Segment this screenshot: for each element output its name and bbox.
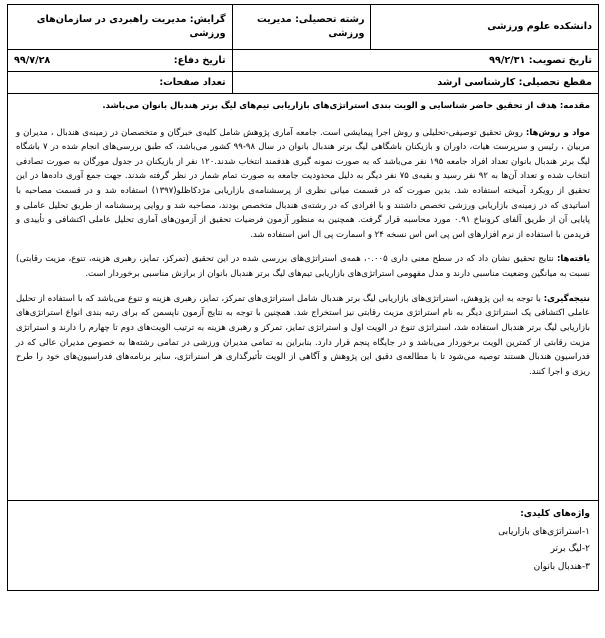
thesis-info-table	[7, 4, 599, 94]
methods-paragraph	[16, 126, 590, 243]
approval-date-cell: تاریخ تصویب: ۹۹/۲/۳۱	[232, 50, 598, 72]
abstract-body	[7, 94, 599, 501]
defense-date-value: ۹۹/۷/۲۸	[14, 54, 51, 66]
keyword-item: ۳-هندبال بانوان	[533, 561, 590, 572]
intro-paragraph	[16, 99, 590, 114]
methods-text: روش تحقیق توصیفی-تحلیلی و روش اجرا پیمایشی است. جامعه آماری پژوهش شامل کلیه‌ی خبرگان و متخصصان در زمینه‌ی هندبال ، مدیران و مربیان ، رئیس و سرپرست هیات، داوران و بازیکنان باشگاهی لیگ برتر هندبال بانوان در سال ۹۸-۹۹ کشور می‌باشد، که طبق بررسی‌های انجام شده در ۷ باشگاه لیگ برتر هندبال بانوان تعداد افراد جامعه ۱۹۵ نفر می‌باشد که به صورت نمونه گیری هدفمند انتخاب شدند.۱۲۰ نفر از بازیکنان در جدول مورگان به صورت تصادفی انتخاب شده و تعداد آن‌ها به ۹۲ نفر رسید و بقیه‌ی ۷۵ نفر دیگر به دلیل محدودیت جامعه به صورت تمام شمار در نظر گرفته شدند. جهت جمع آوری داده‌ها در این تحقیق از رویکرد آمیخته استفاده شد. بدین صورت که در قسمت میانی نظری از پرسشنامه‌ی بازاریابی مژدکاظلو(۱۳۹۷) استفاده شد و در قسمت مصاحبه با اساتیدی که در زمینه‌ی بازاریابی ورزشی تخصص داشتند و با افرادی که در رشته‌ی هندبال متخصص بودند، مصاحبه شد و روایی پرسشنامه از طریق تحلیل عاملی و پایایی آن از طریق آلفای کرونباخ ۰.۹۱ مورد محاسبه قرار گرفت. همچنین به منظور آزمون فرضیات تحقیق از آزمون‌های آماری تحلیل عاملی اکتشافی و تأییدی و فریدمن با استفاده از نرم افزارهای اس پی اس اس نسخه ۲۴ و اسمارت پی ال اس استفاده شد.	[16, 127, 590, 240]
thesis-abstract-page	[7, 4, 599, 591]
intro-text: هدف از تحقیق حاضر شناسایی و الویت بندی استراتژی‌های بازاریابی تیم‌های لیگ برتر هندبال بانوان می‌باشد.	[102, 101, 560, 111]
findings-label: یافته‌ها:	[556, 254, 590, 265]
keyword-item: ۱-استراتژی‌های بازاریابی	[498, 526, 590, 537]
methods-label: مواد و روش‌ها:	[525, 127, 590, 138]
intro-label: مقدمه:	[559, 101, 590, 111]
specialization-cell: گرایش: مدیریت راهبردی در سازمان‌های ورزشی	[8, 5, 233, 50]
keywords-title: واژه‌های کلیدی:	[520, 509, 590, 519]
conclusion-label: نتیجه‌گیری:	[543, 293, 590, 304]
degree-cell: مقطع تحصیلی: کارشناسی ارشد	[232, 72, 598, 94]
keyword-item: ۲-لیگ برتر	[550, 544, 590, 555]
defense-date-cell	[8, 50, 233, 72]
findings-paragraph	[16, 252, 590, 281]
keywords-box	[7, 501, 599, 591]
field-cell: رشته تحصیلی: مدیریت ورزشی	[232, 5, 371, 50]
conclusion-paragraph	[16, 292, 590, 380]
page-count-cell: تعداد صفحات:	[8, 72, 233, 94]
defense-date-label: تاریخ دفاع:	[173, 54, 226, 66]
university-cell: دانشکده علوم ورزشی	[371, 5, 599, 50]
conclusion-text: با توجه به این پژوهش، استراتژی‌های بازاریابی لیگ برتر هندبال شامل استراتژی‌های تمرکز، تمایز، رهبری هزینه و تنوع می‌باشد که با استفاده از تحلیل عاملی اکتشافی یک استراتژی دیگر به نام استراتژی مزیت رقابتی نیز استخراج شد. همچنین با توجه به نتایج آزمون ناپسمن که برای رتبه بندی انواع استراتژی‌های بازاریابی لیگ برتر هندبال استفاده شد، استراتژی تنوع در الویت اول و استراتژی تمایز، تمرکز و رهبری هزینه به ترتیب الویت‌های دوم تا چهارم را دارند و استراتژی مزیت رقابتی از کمترین الویت برخوردار می‌باشد و در جایگاه پنجم قرار دارد. بنابراین به تمامی مدیران ورزشی در تمامی رشته‌ها به خصوص مدیران عالی که در فدراسیون هندبال هستند توصیه می‌شود تا با مطالعه‌ی دقیق این پژوهش و آگاهی از الویت تأثیرگذاری هر استراتژی، سایر برنامه‌های فدراسیون‌های خود را طرح ریزی و اجرا کنند.	[16, 293, 590, 377]
findings-text: نتایج تحقیق نشان داد که در سطح معنی داری ۰.۰۰۵، همه‌ی استراتژی‌های بررسی شده در این تحقیق (تمرکز، تمایز، رهبری هزینه، تنوع، مزیت رقابتی) نسبت به میانگین وضعیت مناسبی دارند و مدل مفهومی استراتژی‌های بازاریابی تیم‌های لیگ برتر هندبال بانوان از برازش مناسبی برخوردار است.	[16, 254, 590, 280]
